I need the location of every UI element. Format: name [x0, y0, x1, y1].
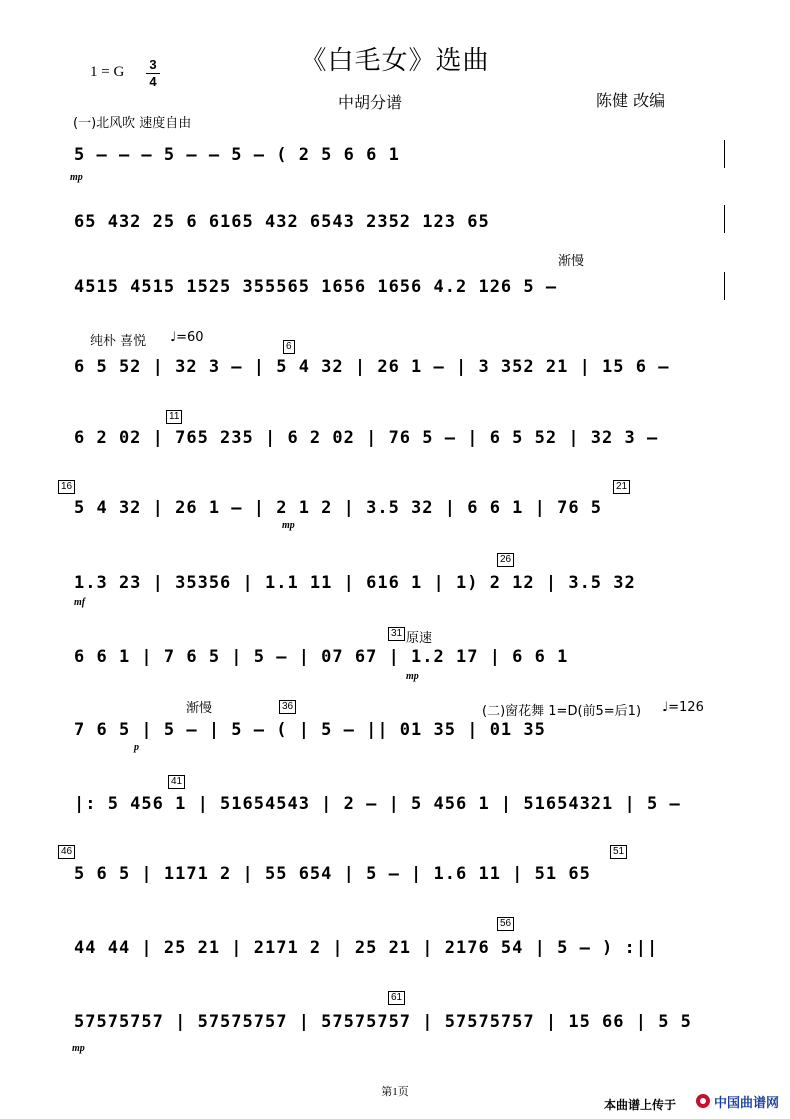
measure-number: 61 [388, 991, 405, 1005]
measure-number: 26 [497, 553, 514, 567]
score-row: 44 44 | 25 21 | 2171 2 | 25 21 | 2176 54 | 5 – ) :|| [74, 938, 659, 958]
a-tempo-mark: 原速 [406, 631, 433, 646]
score-row: 7 6 5 | 5 – | 5 – ( | 5 – || 01 35 | 01 35 [74, 720, 546, 740]
score-row: 6 6 1 | 7 6 5 | 5 – | 07 67 | 1.2 17 | 6 6 1 [74, 647, 569, 667]
score-row: 6 2 02 | 765 235 | 6 2 02 | 76 5 – | 6 5 52 | 32 3 – [74, 428, 659, 448]
tempo-marking: ♩=60 [170, 330, 204, 345]
section-one-caption: (一)北风吹 速度自由 [73, 116, 192, 131]
score-row: 57575757 | 57575757 | 57575757 | 57575757 | 15 66 | 5 5 [74, 1012, 692, 1032]
measure-number: 36 [279, 700, 296, 714]
time-signature [146, 58, 160, 89]
time-sig-top: 3 [149, 57, 157, 72]
bar-line [724, 140, 725, 168]
dynamic-mark: p [134, 742, 139, 753]
score-title: 《白毛女》选曲 [300, 46, 490, 76]
tempo-marking-2: ♩=126 [662, 700, 704, 715]
score-row: 6 5 52 | 32 3 – | 5 4 32 | 26 1 – | 3 352 21 | 15 6 – [74, 357, 670, 377]
upload-note: 本曲谱上传于 [604, 1098, 677, 1112]
score-row: 65 432 25 6 6165 432 6543 2352 123 65 [74, 212, 490, 232]
section-two-caption: (二)窗花舞 1=D(前5=后1) [482, 704, 642, 719]
dynamic-mark: mp [70, 172, 83, 183]
page-number: 第1页 [381, 1086, 409, 1098]
quarter-note-icon: ♩ [662, 700, 669, 715]
measure-number: 56 [497, 917, 514, 931]
ritardando-mark-2: 渐慢 [186, 701, 213, 716]
score-row: 1.3 23 | 35356 | 1.1 11 | 616 1 | 1) 2 12 | 3.5 32 [74, 573, 636, 593]
score-row: |: 5 456 1 | 51654543 | 2 – | 5 456 1 | 51654321 | 5 – [74, 794, 681, 814]
dynamic-mark: mp [72, 1043, 85, 1054]
dynamic-mark: mf [74, 597, 86, 608]
ritardando-mark: 渐慢 [558, 254, 585, 269]
score-row: 5 6 5 | 1171 2 | 55 654 | 5 – | 1.6 11 | 51 65 [74, 864, 591, 884]
site-logo [694, 1092, 782, 1110]
style-marking: 纯朴 喜悦 [90, 334, 147, 349]
measure-number: 51 [610, 845, 627, 859]
part-name: 中胡分谱 [338, 93, 403, 112]
score-row: 4515 4515 1525 355565 1656 1656 4.2 126 5 – [74, 277, 558, 297]
key-signature: 1 = G [90, 64, 125, 80]
arranger: 陈健 改编 [596, 91, 666, 110]
bar-line [724, 272, 725, 300]
measure-number: 31 [388, 627, 405, 641]
measure-number: 6 [283, 340, 295, 354]
site-logo-text: 中国曲谱网 [714, 1096, 780, 1111]
dynamic-mark: mp [406, 671, 419, 682]
measure-number: 41 [168, 775, 185, 789]
dynamic-mark: mp [282, 520, 295, 531]
measure-number: 16 [58, 480, 75, 494]
measure-number: 21 [613, 480, 630, 494]
time-sig-bottom: 4 [149, 74, 157, 89]
score-row: 5 – – – 5 – – 5 – ( 2 5 6 6 1 [74, 145, 400, 165]
bar-line [724, 205, 725, 233]
measure-number: 11 [166, 410, 182, 424]
measure-number: 46 [58, 845, 75, 859]
score-row: 5 4 32 | 26 1 – | 2 1 2 | 3.5 32 | 6 6 1 | 76 5 [74, 498, 603, 518]
quarter-note-icon: ♩ [170, 330, 177, 345]
